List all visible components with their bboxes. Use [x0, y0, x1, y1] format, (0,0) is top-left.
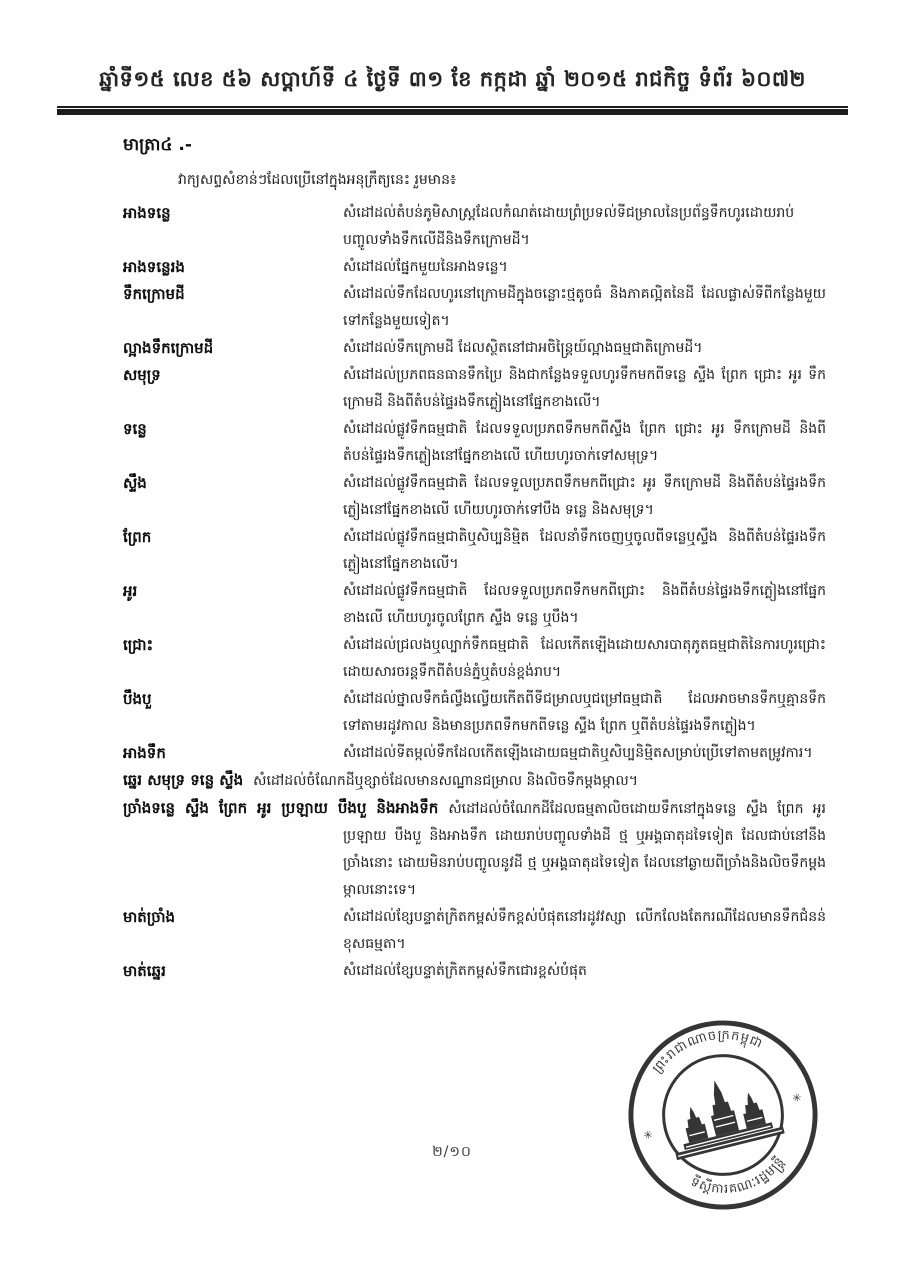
- term-label: មាត់ច្រាំង: [123, 908, 176, 926]
- definition-row: [123, 281, 826, 335]
- term-label: មាត់ឆ្នេរ: [123, 962, 166, 980]
- definition-text: សំដៅដល់តំបន់ភូមិសាស្ត្រដែលកំណត់ដោយព្រំប្រទល់ទីជម្រាលនៃប្រព័ន្ធទឹកហូរដោយរាប់បញ្ចូលទាំងទឹកលើដីនិងទឹកក្រោមដី។: [343, 205, 795, 248]
- definition-row: [123, 958, 826, 985]
- page-number: ២/១០: [432, 1144, 472, 1160]
- term-label: ទឹកក្រោមដី: [123, 285, 185, 303]
- definition-text: សំដៅដល់ផ្នែកមួយនៃអាងទន្លេ។: [343, 259, 508, 275]
- definition-text: សំដៅដល់ផ្លូវទឹកធម្មជាតិ ដែលទទួលប្រភពទឹកមកពីជ្រោះ អូរ ទឹកក្រោមដី និងពីតំបន់ផ្ទៃរងទឹកភ្លៀងនៅផ្នែកខាងលើ ហើយហូរចាក់ទៅបឹង ទន្លេ និងសមុទ្រ។: [343, 475, 826, 518]
- definition-row: [123, 254, 826, 281]
- term-label: ច្រាំងទន្លេ ស្ទឹង ព្រែក អូរ ប្រឡាយ បឹងបួ និងអាងទឹក: [123, 799, 439, 817]
- definition-row: [123, 740, 826, 767]
- definition-text: សំដៅដល់ផ្លូវទឹកធម្មជាតិឬសិប្បនិម្មិត ដែលនាំទឹកចេញឬចូលពីទន្លេឬស្ទឹង និងពីតំបន់ផ្ទៃរងទឹកភ្លៀងនៅផ្នែកខាងលើ។: [343, 529, 826, 572]
- term-label: ល្អាងទឹកក្រោមដី: [123, 339, 214, 357]
- definition-text: សំដៅដល់ចំណែកដីឬខ្សាច់ដែលមានសណ្ឋានជម្រាល និងលិចទឹកម្តងម្កាល។: [253, 773, 638, 789]
- definition-row: [123, 470, 826, 524]
- definition-row: [123, 200, 826, 254]
- term-label: ព្រែក: [123, 528, 152, 546]
- definition-row: [123, 767, 826, 795]
- definition-row: [123, 416, 826, 470]
- definition-row: [123, 632, 826, 686]
- article-heading: មាត្រា៤ .-: [123, 135, 192, 155]
- term-label: ស្ទឹង: [123, 474, 147, 492]
- definition-text: សំដៅដល់ទឹកក្រោមដី ដែលស្ថិតនៅជាអចិន្ត្រៃយ៍ល្អាងធម្មជាតិក្រោមដី។: [343, 340, 703, 356]
- seal-top-text: ព្រះរាជាណាចក្រកម្ពុជា: [649, 1028, 766, 1077]
- term-label: ឆ្នេរ សមុទ្រ ទន្លេ ស្ទឹង: [123, 771, 244, 789]
- term-label: ជ្រោះ: [123, 636, 154, 654]
- definition-text: សំដៅដល់ផ្លូវទឹកធម្មជាតិ ដែលទទួលប្រភពទឹកមកពីស្ទឹង ព្រែក ជ្រោះ អូរ ទឹកក្រោមដី និងពីតំបន់ផ្ទៃរងទឹកភ្លៀងនៅផ្នែកខាងលើ ហើយហូរចាក់ទៅសមុទ្រ។: [343, 421, 826, 464]
- header-rule: [57, 106, 848, 115]
- term-label: សមុទ្រ: [123, 366, 161, 384]
- intro-text: វាក្យសព្ទសំខាន់ៗដែលប្រើនៅក្នុងអនុក្រឹត្យនេះ រួមមាន៖: [178, 172, 457, 188]
- definition-row: [123, 795, 826, 904]
- definition-row: [123, 335, 826, 362]
- definition-text: សំដៅដល់ខ្សែបន្ទាត់ក្រិតកម្ពស់ទឹកខ្ពស់បំផុតនៅរដូវវស្សា លើកលែងតែករណីដែលមានទឹកជំនន់ខុសធម្មតា។: [343, 909, 826, 952]
- gazette-header: ឆ្នាំទី១៥ លេខ ៥៦ សប្តាហ៍ទី ៤ ថ្ងៃទី ៣១ ខែ កក្កដា ឆ្នាំ ២០១៥ រាជកិច្ច ទំព័រ ៦០៧២: [99, 67, 806, 91]
- definition-row: [123, 686, 826, 740]
- definition-row: [123, 524, 826, 578]
- definition-text: សំដៅដល់ទីតម្កល់ទឹកដែលកើតឡើងដោយធម្មជាតិឬសិប្បនិម្មិតសម្រាប់ប្រើទៅតាមតម្រូវការ។: [343, 745, 813, 761]
- definition-text: សំដៅដល់ជ្រលងឬល្បាក់ទឹកធម្មជាតិ ដែលកើតឡើងដោយសារបាតុភូតធម្មជាតិនៃការហូរជ្រោះដោយសារចរន្តទឹកពីតំបន់ភ្នំឬតំបន់ខ្ពង់រាប។: [343, 637, 826, 680]
- term-label: ទន្លេ: [123, 420, 147, 438]
- seal-bottom-text: ទីស្តីការគណៈរដ្ឋមន្ត្រី: [688, 1153, 789, 1198]
- seal-star-right-icon: ✳: [790, 1090, 803, 1106]
- council-of-ministers-seal: [603, 995, 843, 1235]
- definition-row: [123, 578, 826, 632]
- article-content: [123, 134, 826, 985]
- definition-text: សំដៅដល់ប្រភពធនធានទឹកប្រៃ និងជាកន្លែងទទួលហូរទឹកមកពីទន្លេ ស្ទឹង ព្រែក ជ្រោះ អូរ ទឹកក្រោមដី និងពីតំបន់ផ្ទៃរងទឹកភ្លៀងនៅផ្នែកខាងលើ។: [343, 367, 826, 410]
- term-label: អាងទឹក: [123, 744, 166, 762]
- definition-text: សំដៅដល់ថ្នាលទឹកធំល្វឹងល្វើយកើតពីទីជម្រាលឬជម្រៅធម្មជាតិ ដែលអាចមានទឹកឬគ្មានទឹកទៅតាមរដូវកាល និងមានប្រភពទឹកមកពីទន្លេ ស្ទឹង ព្រែក ឬពីតំបន់ផ្ទៃរងទឹកភ្លៀង។: [343, 691, 826, 734]
- definition-row: [123, 904, 826, 958]
- definition-text: សំដៅដល់ចំណែកដីដែលធម្មតាលិចដោយទឹកនៅក្នុងទន្លេ ស្ទឹង ព្រែក អូរ ប្រឡាយ បឹងបួ និងអាងទឹក ដោយរាប់បញ្ចូលទាំងដី ថ្ម ឬអង្គធាតុដទៃទៀត ដែលជាប់នៅនឹងច្រាំងនោះ ដោយមិនរាប់បញ្ចូលនូវដី ថ្ម ឬអង្គធាតុដទៃទៀត ដែលនៅឆ្ងាយពីច្រាំងនិងលិចទឹកម្តងម្កាលនោះទេ។: [343, 801, 826, 898]
- term-label: អាងទន្លេ: [123, 204, 171, 222]
- definition-text: សំដៅដល់ទឹកដែលហូរនៅក្រោមដីក្នុងចន្លោះថ្មតូចធំ និងភាគល្អិតនៃដី ដែលផ្លាស់ទីពីកន្លែងមួយទៅកន្លែងមួយទៀត។: [343, 286, 826, 329]
- definition-text: សំដៅដល់ខ្សែបន្ទាត់ក្រិតកម្ពស់ទឹកជោរខ្ពស់បំផុត: [343, 963, 587, 979]
- term-label: បឹងបួ: [123, 690, 152, 708]
- definition-row: [123, 362, 826, 416]
- seal-star-left-icon: ✳: [642, 1127, 655, 1143]
- angkor-wat-emblem-icon: [661, 1067, 785, 1160]
- definition-text: សំដៅដល់ផ្លូវទឹកធម្មជាតិ ដែលទទួលប្រភពទឹកមកពីជ្រោះ និងពីតំបន់ផ្ទៃរងទឹកភ្លៀងនៅផ្នែកខាងលើ ហើយហូរចូលព្រែក ស្ទឹង ទន្លេ ឬបឹង។: [343, 583, 826, 626]
- definitions-list: [123, 200, 826, 985]
- svg-text:ទីស្តីការគណៈរដ្ឋមន្ត្រី: [685, 1150, 794, 1208]
- term-label: អូរ: [123, 582, 138, 600]
- term-label: អាងទន្លេរង: [123, 258, 185, 276]
